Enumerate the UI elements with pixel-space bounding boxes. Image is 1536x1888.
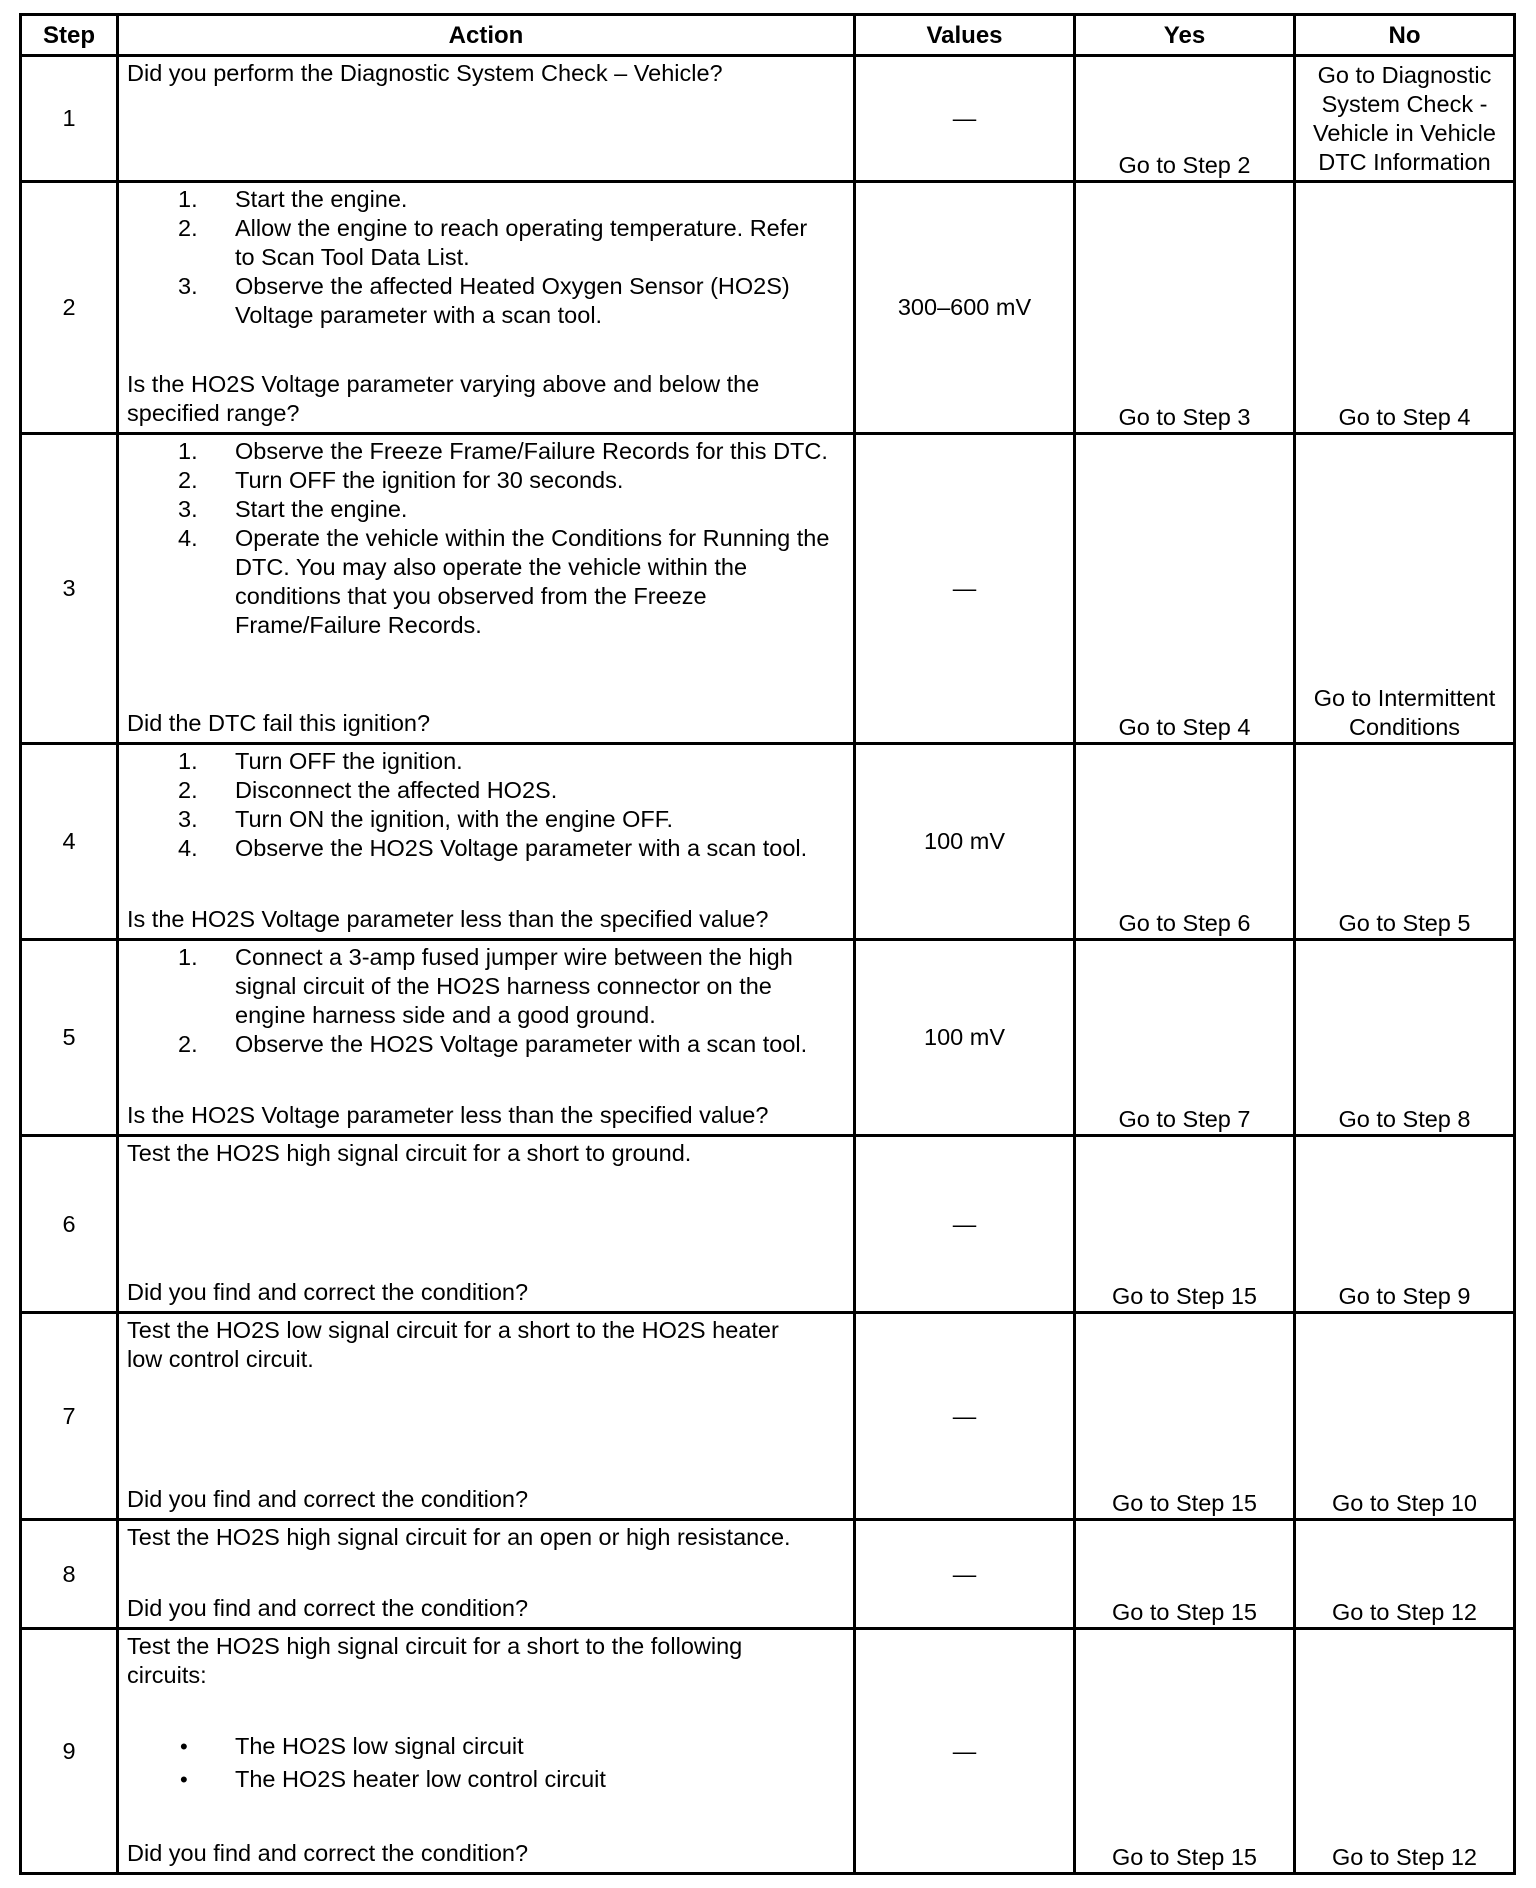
yes-cell: Go to Step 2 bbox=[1075, 56, 1295, 182]
item-number: 1. bbox=[178, 748, 198, 774]
item-text: Turn OFF the ignition for 30 seconds. bbox=[235, 467, 624, 493]
step-number: 3 bbox=[21, 434, 118, 744]
step-number: 7 bbox=[21, 1313, 118, 1520]
item-text: Start the engine. bbox=[235, 496, 408, 522]
list-item bbox=[127, 437, 845, 466]
question-text: Did you find and correct the condition? bbox=[127, 1595, 529, 1621]
item-text: Operate the vehicle within the Conditions for Running the DTC. You may also operate the vehicle within the conditions that you observed from the Freeze Frame/Failure Records. bbox=[235, 525, 830, 638]
table-row bbox=[21, 1520, 1515, 1629]
table-row bbox=[21, 1629, 1515, 1874]
list-item bbox=[127, 943, 845, 1030]
list-item bbox=[127, 524, 845, 640]
action-cell bbox=[118, 1520, 855, 1629]
no-cell: Go to Step 8 bbox=[1295, 940, 1515, 1136]
header-step: Step bbox=[21, 15, 118, 56]
value-cell: 100 mV bbox=[855, 744, 1075, 940]
item-text: Observe the HO2S Voltage parameter with a scan tool. bbox=[235, 835, 808, 861]
action-cell bbox=[118, 1629, 855, 1874]
table-row bbox=[21, 434, 1515, 744]
yes-cell: Go to Step 7 bbox=[1075, 940, 1295, 1136]
list-item bbox=[127, 1030, 845, 1059]
item-text: Disconnect the affected HO2S. bbox=[235, 777, 558, 803]
no-cell: Go to Step 5 bbox=[1295, 744, 1515, 940]
question-text: Is the HO2S Voltage parameter less than the specified value? bbox=[127, 1102, 769, 1128]
list-item bbox=[127, 747, 845, 776]
question-text: Did you find and correct the condition? bbox=[127, 1486, 529, 1512]
no-cell: Go to Step 10 bbox=[1295, 1313, 1515, 1520]
step-number: 5 bbox=[21, 940, 118, 1136]
header-values: Values bbox=[855, 15, 1075, 56]
item-number: 1. bbox=[178, 186, 198, 212]
item-number: 3. bbox=[178, 806, 198, 832]
table-row bbox=[21, 182, 1515, 434]
action-cell bbox=[118, 182, 855, 434]
item-text: The HO2S heater low control circuit bbox=[235, 1766, 606, 1792]
item-number: 4. bbox=[178, 525, 198, 551]
action-cell bbox=[118, 56, 855, 182]
action-cell bbox=[118, 744, 855, 940]
value-cell: — bbox=[855, 1629, 1075, 1874]
item-text: Observe the Freeze Frame/Failure Records for this DTC. bbox=[235, 438, 828, 464]
item-number: 2. bbox=[178, 467, 198, 493]
item-number: 4. bbox=[178, 835, 198, 861]
item-text: Allow the engine to reach operating temperature. Refer to Scan Tool Data List. bbox=[235, 215, 808, 270]
list-item bbox=[127, 272, 845, 330]
list-item bbox=[127, 1732, 845, 1761]
item-text: Start the engine. bbox=[235, 186, 408, 212]
value-cell: — bbox=[855, 56, 1075, 182]
list-item bbox=[127, 1765, 845, 1794]
step-number: 8 bbox=[21, 1520, 118, 1629]
item-text: Connect a 3-amp fused jumper wire between the high signal circuit of the HO2S harness connector on the engine harness side and a good ground. bbox=[235, 944, 793, 1028]
procedure-list bbox=[127, 943, 845, 1059]
procedure-list bbox=[127, 185, 845, 330]
item-number: 1. bbox=[178, 944, 198, 970]
list-item bbox=[127, 495, 845, 524]
value-cell: — bbox=[855, 1520, 1075, 1629]
list-item bbox=[127, 834, 845, 863]
item-text: Turn ON the ignition, with the engine OFF. bbox=[235, 806, 674, 832]
header-action: Action bbox=[118, 15, 855, 56]
action-text: Test the HO2S high signal circuit for a short to the following circuits: bbox=[127, 1633, 743, 1688]
yes-cell: Go to Step 3 bbox=[1075, 182, 1295, 434]
value-cell: 100 mV bbox=[855, 940, 1075, 1136]
yes-cell: Go to Step 4 bbox=[1075, 434, 1295, 744]
item-number: 2. bbox=[178, 1031, 198, 1057]
yes-cell: Go to Step 6 bbox=[1075, 744, 1295, 940]
item-number: 2. bbox=[178, 777, 198, 803]
no-cell: Go to Step 9 bbox=[1295, 1136, 1515, 1313]
diagnostic-table bbox=[19, 13, 1516, 1875]
value-cell: — bbox=[855, 1136, 1075, 1313]
no-cell: Go to Intermittent Conditions bbox=[1295, 434, 1515, 744]
table-row bbox=[21, 1313, 1515, 1520]
step-number: 1 bbox=[21, 56, 118, 182]
action-text: Test the HO2S low signal circuit for a short to the HO2S heater low control circuit. bbox=[127, 1317, 779, 1372]
action-cell bbox=[118, 940, 855, 1136]
table-row bbox=[21, 940, 1515, 1136]
bullet-icon: • bbox=[180, 1767, 188, 1792]
value-cell: — bbox=[855, 1313, 1075, 1520]
question-text: Did the DTC fail this ignition? bbox=[127, 710, 431, 736]
action-cell bbox=[118, 1136, 855, 1313]
table-header-row bbox=[21, 15, 1515, 56]
step-number: 4 bbox=[21, 744, 118, 940]
action-cell bbox=[118, 1313, 855, 1520]
procedure-list bbox=[127, 747, 845, 863]
list-item bbox=[127, 185, 845, 214]
header-no: No bbox=[1295, 15, 1515, 56]
item-number: 3. bbox=[178, 273, 198, 299]
table-row bbox=[21, 744, 1515, 940]
no-cell: Go to Diagnostic System Check - Vehicle in Vehicle DTC Information bbox=[1295, 56, 1515, 182]
value-cell: 300–600 mV bbox=[855, 182, 1075, 434]
item-text: Observe the HO2S Voltage parameter with a scan tool. bbox=[235, 1031, 808, 1057]
procedure-list bbox=[127, 437, 845, 640]
value-cell: — bbox=[855, 434, 1075, 744]
list-item bbox=[127, 466, 845, 495]
question-text: Did you find and correct the condition? bbox=[127, 1279, 529, 1305]
no-cell: Go to Step 12 bbox=[1295, 1629, 1515, 1874]
item-number: 3. bbox=[178, 496, 198, 522]
list-item bbox=[127, 776, 845, 805]
bullet-icon: • bbox=[180, 1734, 188, 1759]
action-text: Test the HO2S high signal circuit for an open or high resistance. bbox=[127, 1524, 791, 1550]
circuit-list bbox=[127, 1732, 845, 1794]
table-row bbox=[21, 56, 1515, 182]
list-item bbox=[127, 214, 845, 272]
step-number: 2 bbox=[21, 182, 118, 434]
yes-cell: Go to Step 15 bbox=[1075, 1313, 1295, 1520]
item-text: Turn OFF the ignition. bbox=[235, 748, 463, 774]
no-cell: Go to Step 12 bbox=[1295, 1520, 1515, 1629]
question-text: Is the HO2S Voltage parameter varying above and below the specified range? bbox=[127, 371, 760, 426]
item-number: 1. bbox=[178, 438, 198, 464]
question-text: Is the HO2S Voltage parameter less than the specified value? bbox=[127, 906, 769, 932]
item-text: The HO2S low signal circuit bbox=[235, 1733, 524, 1759]
yes-cell: Go to Step 15 bbox=[1075, 1136, 1295, 1313]
step-number: 9 bbox=[21, 1629, 118, 1874]
list-item bbox=[127, 805, 845, 834]
action-cell bbox=[118, 434, 855, 744]
action-text: Test the HO2S high signal circuit for a short to ground. bbox=[127, 1140, 692, 1166]
item-text: Observe the affected Heated Oxygen Sensor (HO2S) Voltage parameter with a scan tool. bbox=[235, 273, 790, 328]
no-cell: Go to Step 4 bbox=[1295, 182, 1515, 434]
step-number: 6 bbox=[21, 1136, 118, 1313]
table-row bbox=[21, 1136, 1515, 1313]
yes-cell: Go to Step 15 bbox=[1075, 1520, 1295, 1629]
header-yes: Yes bbox=[1075, 15, 1295, 56]
item-number: 2. bbox=[178, 215, 198, 241]
yes-cell: Go to Step 15 bbox=[1075, 1629, 1295, 1874]
action-text: Did you perform the Diagnostic System Check – Vehicle? bbox=[127, 60, 723, 86]
question-text: Did you find and correct the condition? bbox=[127, 1840, 529, 1866]
